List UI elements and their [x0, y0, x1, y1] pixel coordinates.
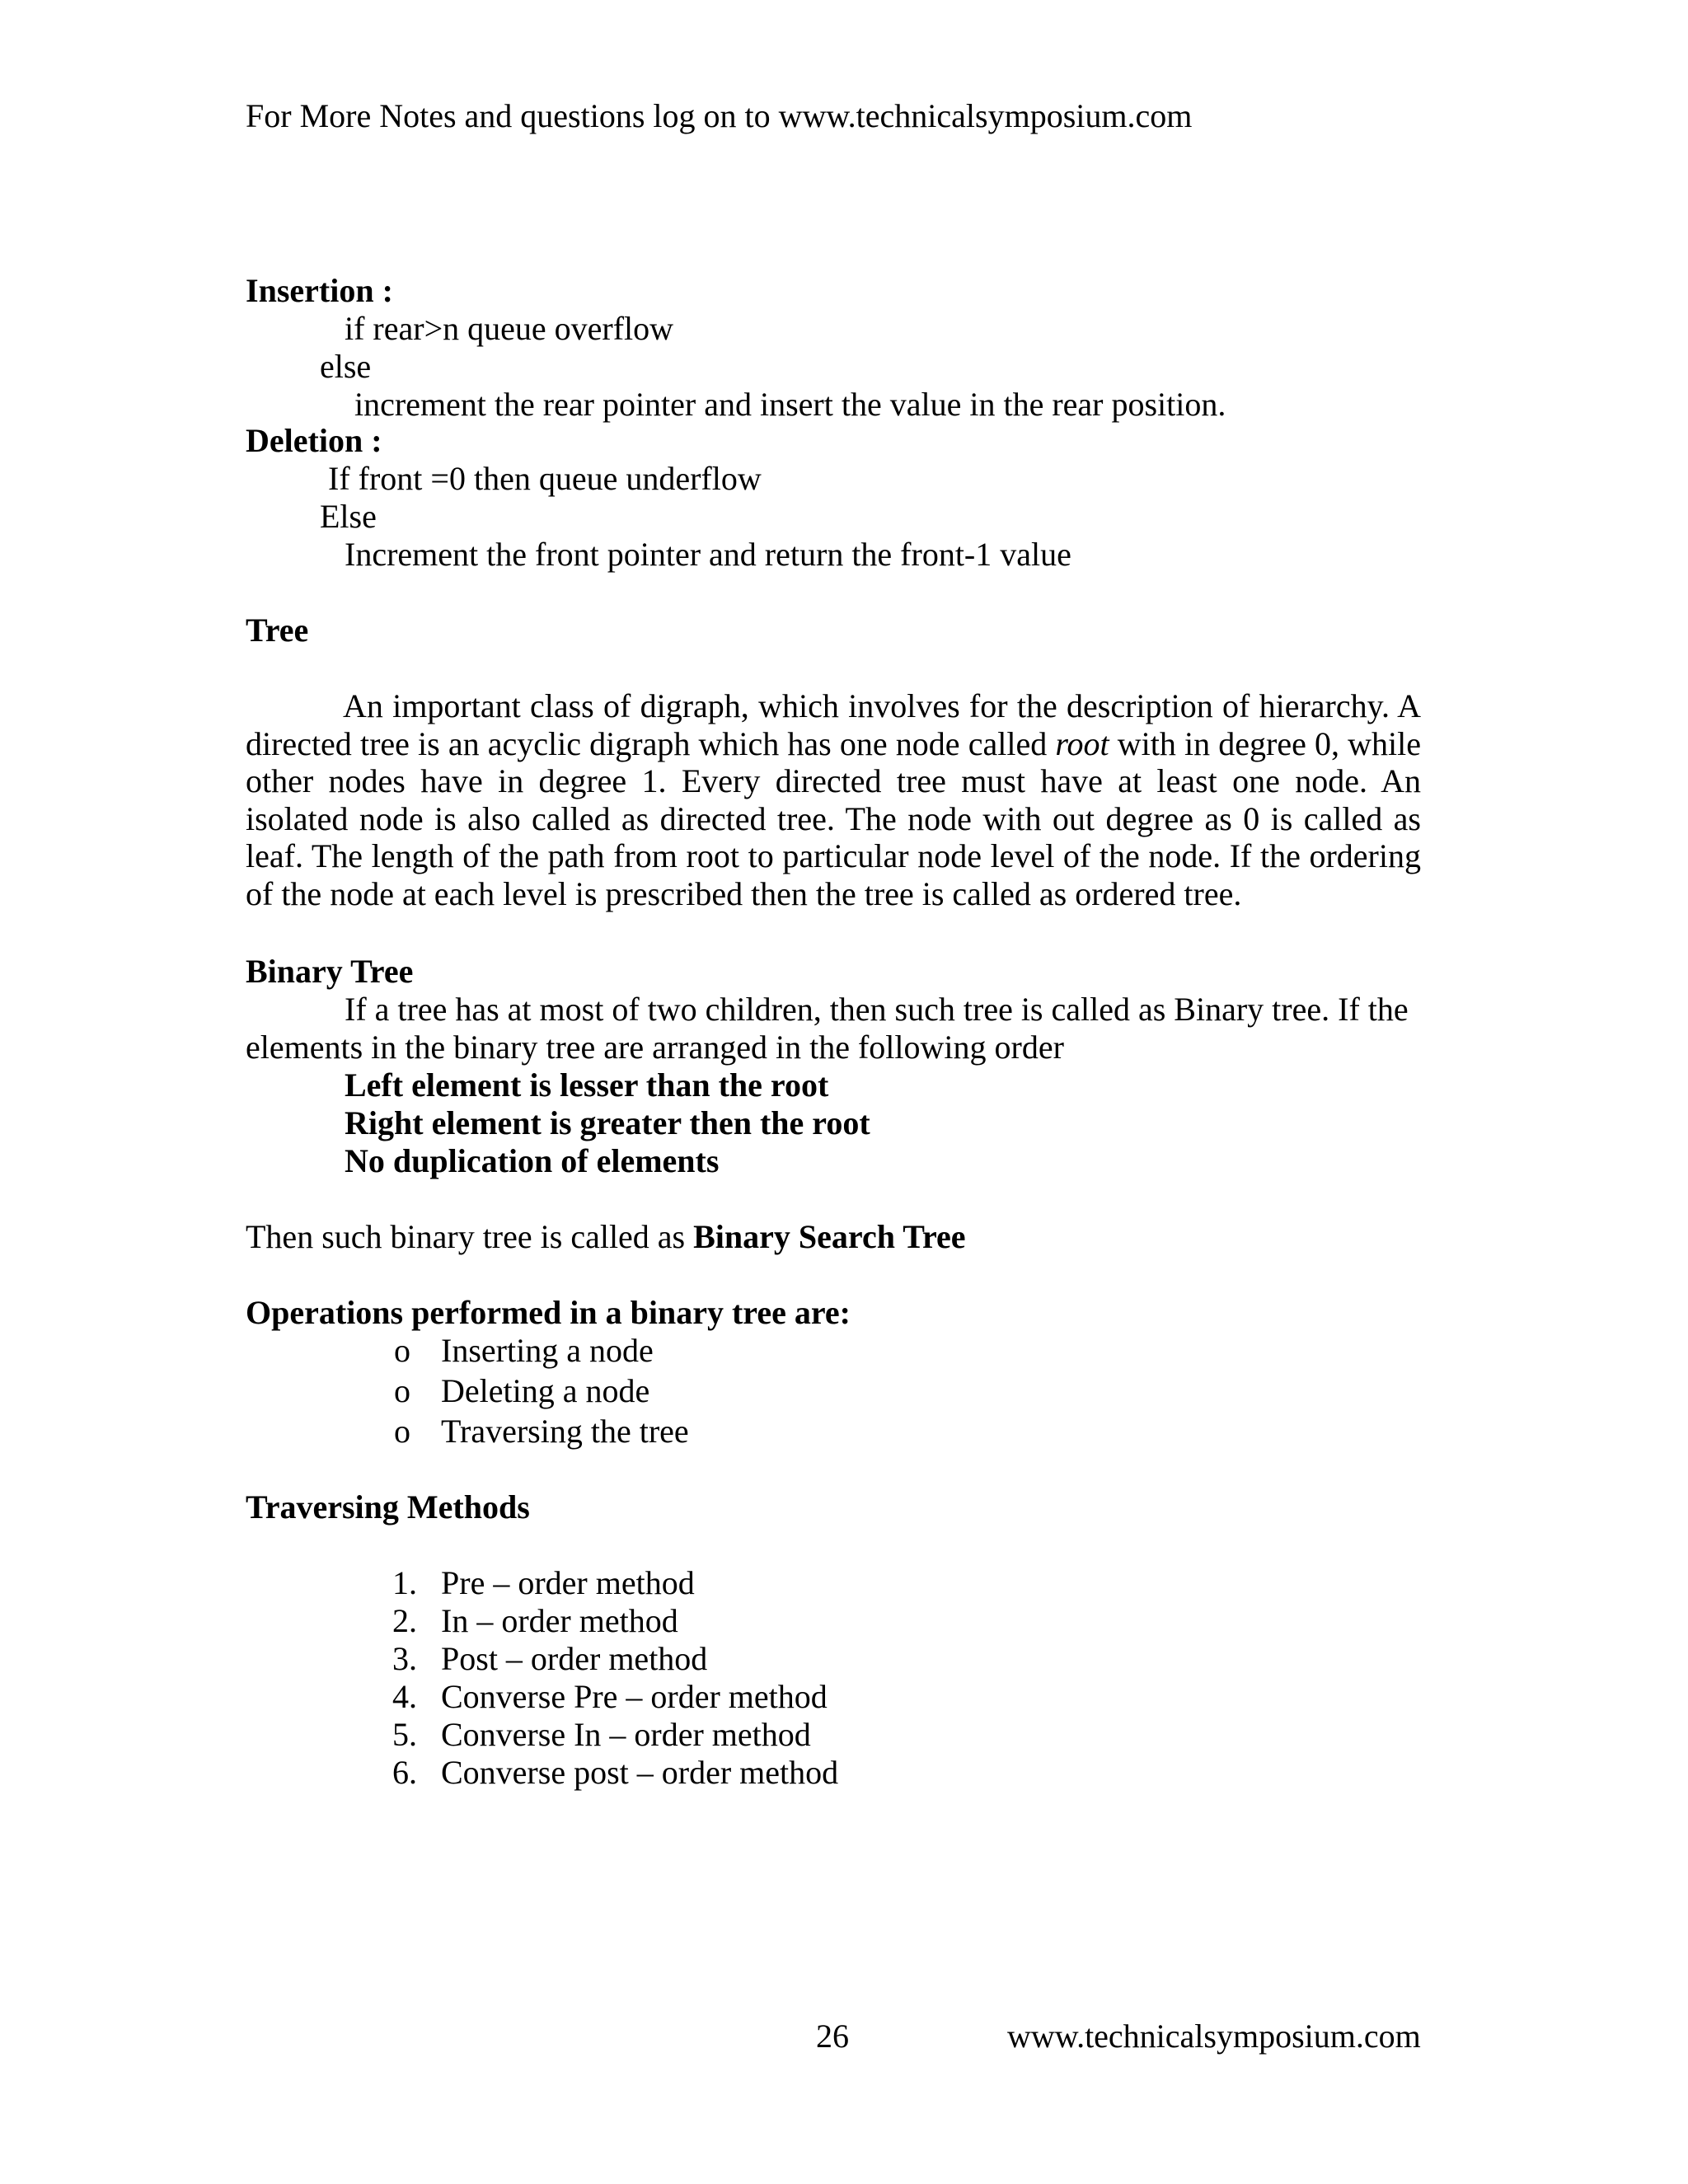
operations-heading: Operations performed in a binary tree are:: [246, 1294, 851, 1331]
insertion-heading: Insertion :: [246, 272, 393, 309]
list-number: 6.: [392, 1754, 417, 1791]
binary-tree-para-line-2: elements in the binary tree are arranged in the following order: [246, 1029, 1064, 1066]
tree-heading: Tree: [246, 612, 309, 649]
insertion-line-3: increment the rear pointer and insert the value in the rear position.: [354, 386, 1226, 423]
tree-paragraph-root-term: root: [1055, 724, 1109, 762]
tree-paragraph-text-2: with in degree 0, while other nodes have in degree 1. Every directed tree must have at least one node. An isolated node is also called as directed tree. The node with out degree as 0 is called as leaf. The length of the path from root to particular node level of the node. If the ordering of the node at each level is prescribed then the tree is called as ordered tree.: [246, 724, 1421, 912]
insertion-line-1: if rear>n queue overflow: [345, 310, 674, 347]
list-number: 3.: [392, 1640, 417, 1677]
traversal-method-item: Post – order method: [441, 1640, 708, 1677]
binary-tree-para-line-1: If a tree has at most of two children, then such tree is called as Binary tree. If the: [345, 991, 1409, 1028]
footer-url: www.technicalsymposium.com: [1007, 2018, 1421, 2055]
tree-paragraph: [246, 687, 1421, 913]
traversing-heading: Traversing Methods: [246, 1488, 530, 1526]
bullet-icon: o: [394, 1413, 410, 1450]
operation-item: Inserting a node: [441, 1332, 654, 1369]
binary-tree-heading: Binary Tree: [246, 953, 414, 990]
bst-rule-3: No duplication of elements: [345, 1142, 720, 1179]
traversal-method-item: Converse In – order method: [441, 1716, 811, 1753]
list-number: 5.: [392, 1716, 417, 1753]
tree-paragraph-text-1: An important class of digraph, which involves for the description of hierarchy. A directed tree is an acyclic digraph which has one node called: [246, 687, 1421, 762]
page-number: 26: [816, 2018, 849, 2055]
bst-rule-2: Right element is greater then the root: [345, 1104, 870, 1141]
bullet-icon: o: [394, 1372, 410, 1409]
list-number: 1.: [392, 1564, 417, 1601]
bst-conclusion: [246, 1218, 965, 1256]
bst-rule-1: Left element is lesser than the root: [345, 1066, 829, 1104]
traversal-method-item: Pre – order method: [441, 1564, 695, 1601]
traversal-method-item: Converse post – order method: [441, 1754, 839, 1791]
list-number: 4.: [392, 1678, 417, 1715]
traversal-method-item: Converse Pre – order method: [441, 1678, 828, 1715]
traversal-method-item: In – order method: [441, 1602, 678, 1639]
page-header: For More Notes and questions log on to www.technicalsymposium.com: [246, 97, 1193, 134]
operation-item: Traversing the tree: [441, 1413, 689, 1450]
deletion-line-2: Else: [320, 498, 377, 535]
deletion-line-1: If front =0 then queue underflow: [328, 460, 762, 497]
bst-conclusion-term: Binary Search Tree: [693, 1218, 966, 1255]
insertion-line-2: else: [320, 348, 372, 385]
bst-conclusion-text: Then such binary tree is called as: [246, 1218, 694, 1255]
bullet-icon: o: [394, 1332, 410, 1369]
deletion-line-3: Increment the front pointer and return the front-1 value: [345, 536, 1071, 573]
operation-item: Deleting a node: [441, 1372, 650, 1409]
deletion-heading: Deletion :: [246, 422, 382, 459]
list-number: 2.: [392, 1602, 417, 1639]
